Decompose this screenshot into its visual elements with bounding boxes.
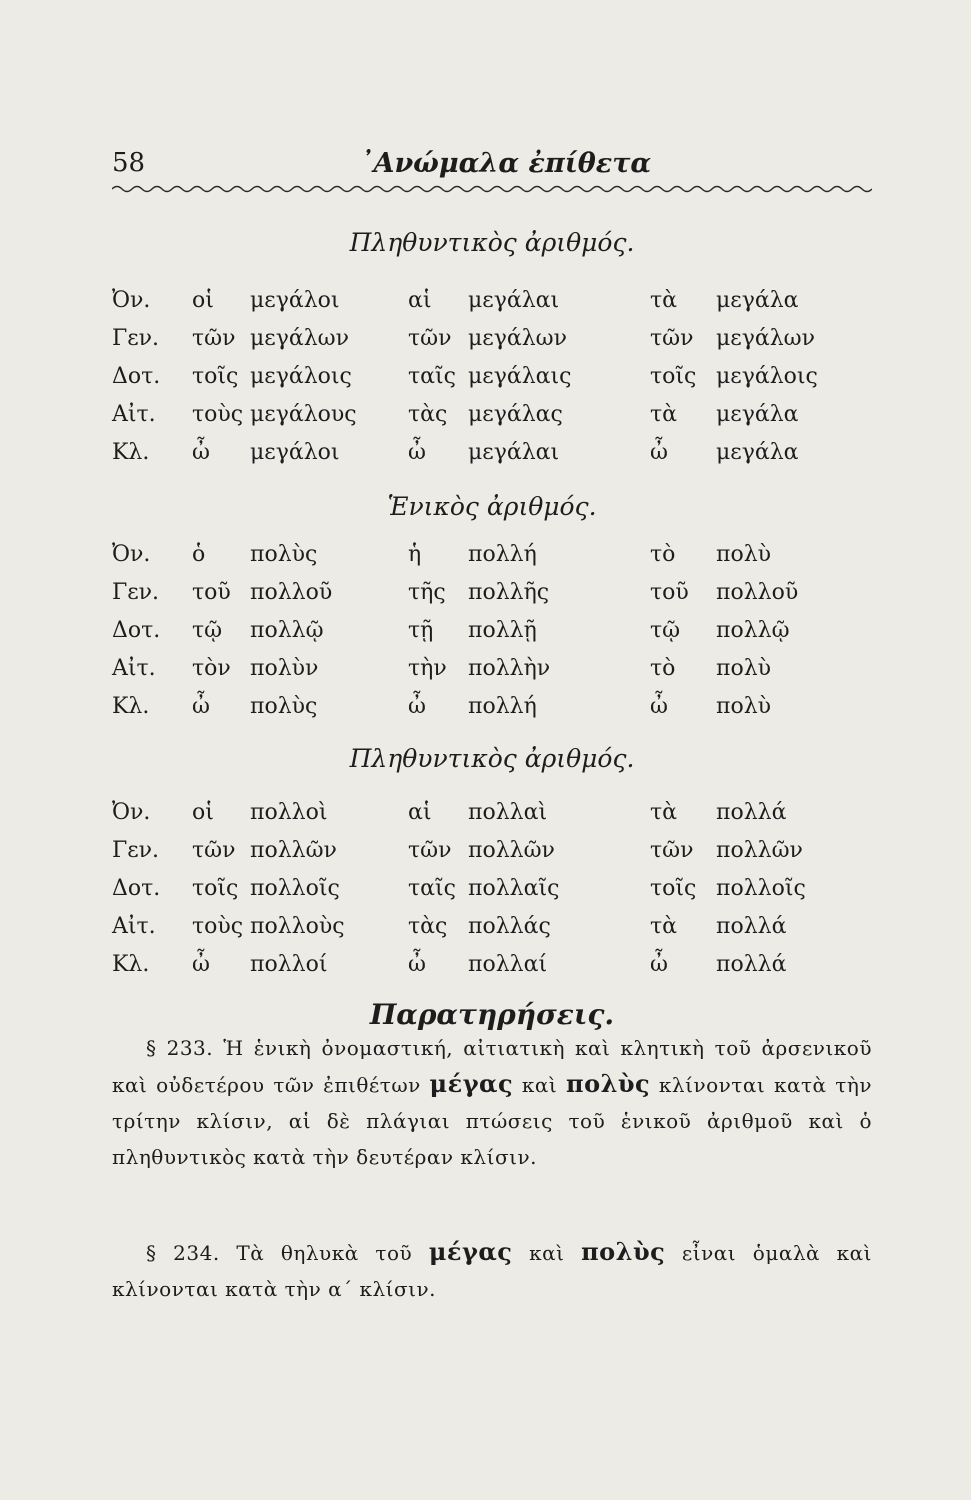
bold-term: μέγας [429,1069,514,1098]
masc-form: πολλοί [250,952,328,977]
table-row [112,876,872,914]
paragraph-text: § 234. Τὰ θηλυκὰ τοῦ [146,1241,429,1265]
masc-article: ὦ [192,952,210,977]
neut-form: πολλοῖς [716,876,806,901]
masc-article: τῶν [192,326,236,351]
fem-form: πολλῶν [468,838,555,863]
case-label: Ὀν. [112,800,151,825]
neut-article: τὸ [650,656,676,681]
case-label: Αἰτ. [112,914,156,939]
masc-article: τοῖς [192,876,239,901]
fem-form: πολλή [468,694,537,719]
masc-form: πολὺς [250,694,318,719]
section-title-plural-polys: Πληθυντικὸς ἀριθμός. [349,744,635,773]
table-row [112,288,872,326]
neut-form: πολλά [716,952,787,977]
masc-form: μεγάλοις [250,364,352,389]
neut-article: τοῦ [650,580,689,605]
masc-form: πολὺν [250,656,319,681]
fem-form: μεγάλαι [468,440,560,465]
masc-article: οἱ [192,800,214,825]
table-row [112,440,872,478]
fem-form: μεγάλαις [468,364,572,389]
fem-form: μεγάλας [468,402,563,427]
fem-article: τῶν [408,326,452,351]
case-label: Κλ. [112,694,150,719]
masc-form: μεγάλοι [250,288,340,313]
fem-article: αἱ [408,800,432,825]
masc-article: τοὺς [192,402,244,427]
neut-form: πολὺ [716,542,772,567]
bold-term: πολὺς [566,1069,651,1098]
masc-form: μεγάλους [250,402,357,427]
neut-article: τὰ [650,800,678,825]
table-row [112,402,872,440]
masc-article: τοὺς [192,914,244,939]
masc-form: πολλοῖς [250,876,340,901]
table-row [112,914,872,952]
neut-article: ὦ [650,440,668,465]
neut-article: ὦ [650,694,668,719]
neut-form: πολὺ [716,656,772,681]
fem-form: πολλαί [468,952,548,977]
section-title-singular-polys: Ἑνικὸς ἀριθμός. [387,492,597,521]
neut-form: πολλά [716,800,787,825]
declension-table-singular-polys [112,542,872,732]
bold-term: μέγας [428,1237,513,1266]
case-label: Γεν. [112,326,160,351]
fem-article: ὦ [408,952,426,977]
fem-article: ὦ [408,440,426,465]
neut-article: τὰ [650,288,678,313]
case-label: Αἰτ. [112,656,156,681]
masc-article: τῷ [192,618,223,643]
table-row [112,326,872,364]
neut-form: μεγάλοις [716,364,818,389]
wavy-rule-divider [112,184,872,194]
fem-form: πολλάς [468,914,551,939]
table-row [112,580,872,618]
case-label: Κλ. [112,952,150,977]
case-label: Δοτ. [112,618,161,643]
fem-article: ὦ [408,694,426,719]
neut-form: μεγάλων [716,326,815,351]
masc-form: πολὺς [250,542,318,567]
neut-form: πολὺ [716,694,772,719]
neut-article: τῷ [650,618,681,643]
masc-article: οἱ [192,288,214,313]
neut-form: πολλῷ [716,618,790,643]
fem-article: τῆς [408,580,446,605]
neut-form: μεγάλα [716,402,799,427]
masc-article: τοῦ [192,580,231,605]
running-title: ᾽Ανώμαλα ἐπίθετα [360,148,652,179]
neut-article: τοῖς [650,364,697,389]
neut-form: μεγάλα [716,288,799,313]
masc-article: τοῖς [192,364,239,389]
case-label: Δοτ. [112,876,161,901]
masc-article: ὦ [192,440,210,465]
neut-form: πολλοῦ [716,580,799,605]
fem-article: ταῖς [408,876,456,901]
masc-form: πολλοῦ [250,580,333,605]
fem-article: τὰς [408,914,448,939]
case-label: Δοτ. [112,364,161,389]
table-row [112,838,872,876]
case-label: Ὀν. [112,288,151,313]
declension-table-plural-polys [112,800,872,990]
case-label: Κλ. [112,440,150,465]
bold-term: πολὺς [581,1237,666,1266]
neut-article: τὰ [650,914,678,939]
fem-form: πολλαὶ [468,800,548,825]
fem-form: πολλαῖς [468,876,560,901]
case-label: Αἰτ. [112,402,156,427]
table-row [112,618,872,656]
masc-form: πολλοὺς [250,914,345,939]
masc-form: πολλῷ [250,618,324,643]
fem-article: τὴν [408,656,447,681]
neut-article: τῶν [650,326,694,351]
paragraph-text: καὶ [513,1073,566,1097]
notes-heading: Παρατηρήσεις. [369,998,615,1031]
table-row [112,694,872,732]
fem-form: πολλή [468,542,537,567]
neut-article: ὦ [650,952,668,977]
case-label: Γεν. [112,838,160,863]
masc-article: ὁ [192,542,206,567]
masc-form: μεγάλοι [250,440,340,465]
neut-article: τὰ [650,402,678,427]
fem-article: ταῖς [408,364,456,389]
table-row [112,952,872,990]
fem-form: πολλῆς [468,580,550,605]
fem-article: τῶν [408,838,452,863]
paragraph-text: εἶναι ὁμαλὰ καὶ κλίνονται κατὰ τὴν α΄ κλίσιν. [112,1241,873,1301]
declension-table-plural-megas [112,288,872,478]
case-label: Γεν. [112,580,160,605]
case-label: Ὀν. [112,542,151,567]
fem-article: τῇ [408,618,434,643]
page-header [112,148,872,188]
table-row [112,800,872,838]
paragraph-234 [112,1234,872,1307]
fem-article: ἡ [408,542,422,567]
section-title-plural-megas: Πληθυντικὸς ἀριθμός. [349,228,635,257]
table-row [112,364,872,402]
neut-article: τοῖς [650,876,697,901]
masc-article: τῶν [192,838,236,863]
masc-form: πολλῶν [250,838,337,863]
table-row [112,542,872,580]
fem-form: πολλὴν [468,656,551,681]
page-number: 58 [112,148,146,178]
masc-form: μεγάλων [250,326,349,351]
paragraph-233 [112,1030,872,1175]
neut-article: τῶν [650,838,694,863]
neut-article: τὸ [650,542,676,567]
masc-form: πολλοὶ [250,800,328,825]
table-row [112,656,872,694]
fem-form: πολλῇ [468,618,537,643]
fem-article: τὰς [408,402,448,427]
neut-form: μεγάλα [716,440,799,465]
fem-form: μεγάλων [468,326,567,351]
masc-article: ὦ [192,694,210,719]
fem-form: μεγάλαι [468,288,560,313]
neut-form: πολλῶν [716,838,803,863]
fem-article: αἱ [408,288,432,313]
masc-article: τὸν [192,656,231,681]
paragraph-text: § 233. Ἡ ἑνικὴ ὀνομαστική, αἰτιατικὴ καὶ κλητικὴ τοῦ ἀρσενικοῦ καὶ οὐδετέρου τῶν ἐπιθέτων [112,1036,872,1097]
paragraph-text: κλίνονται κατὰ τὴν τρίτην κλίσιν, αἱ δὲ πλάγιαι πτώσεις τοῦ ἑνικοῦ ἀριθμοῦ καὶ ὁ πληθυντικὸς κατὰ τὴν δευτέραν κλίσιν. [112,1073,873,1169]
paragraph-text: καὶ [512,1241,582,1265]
neut-form: πολλά [716,914,787,939]
